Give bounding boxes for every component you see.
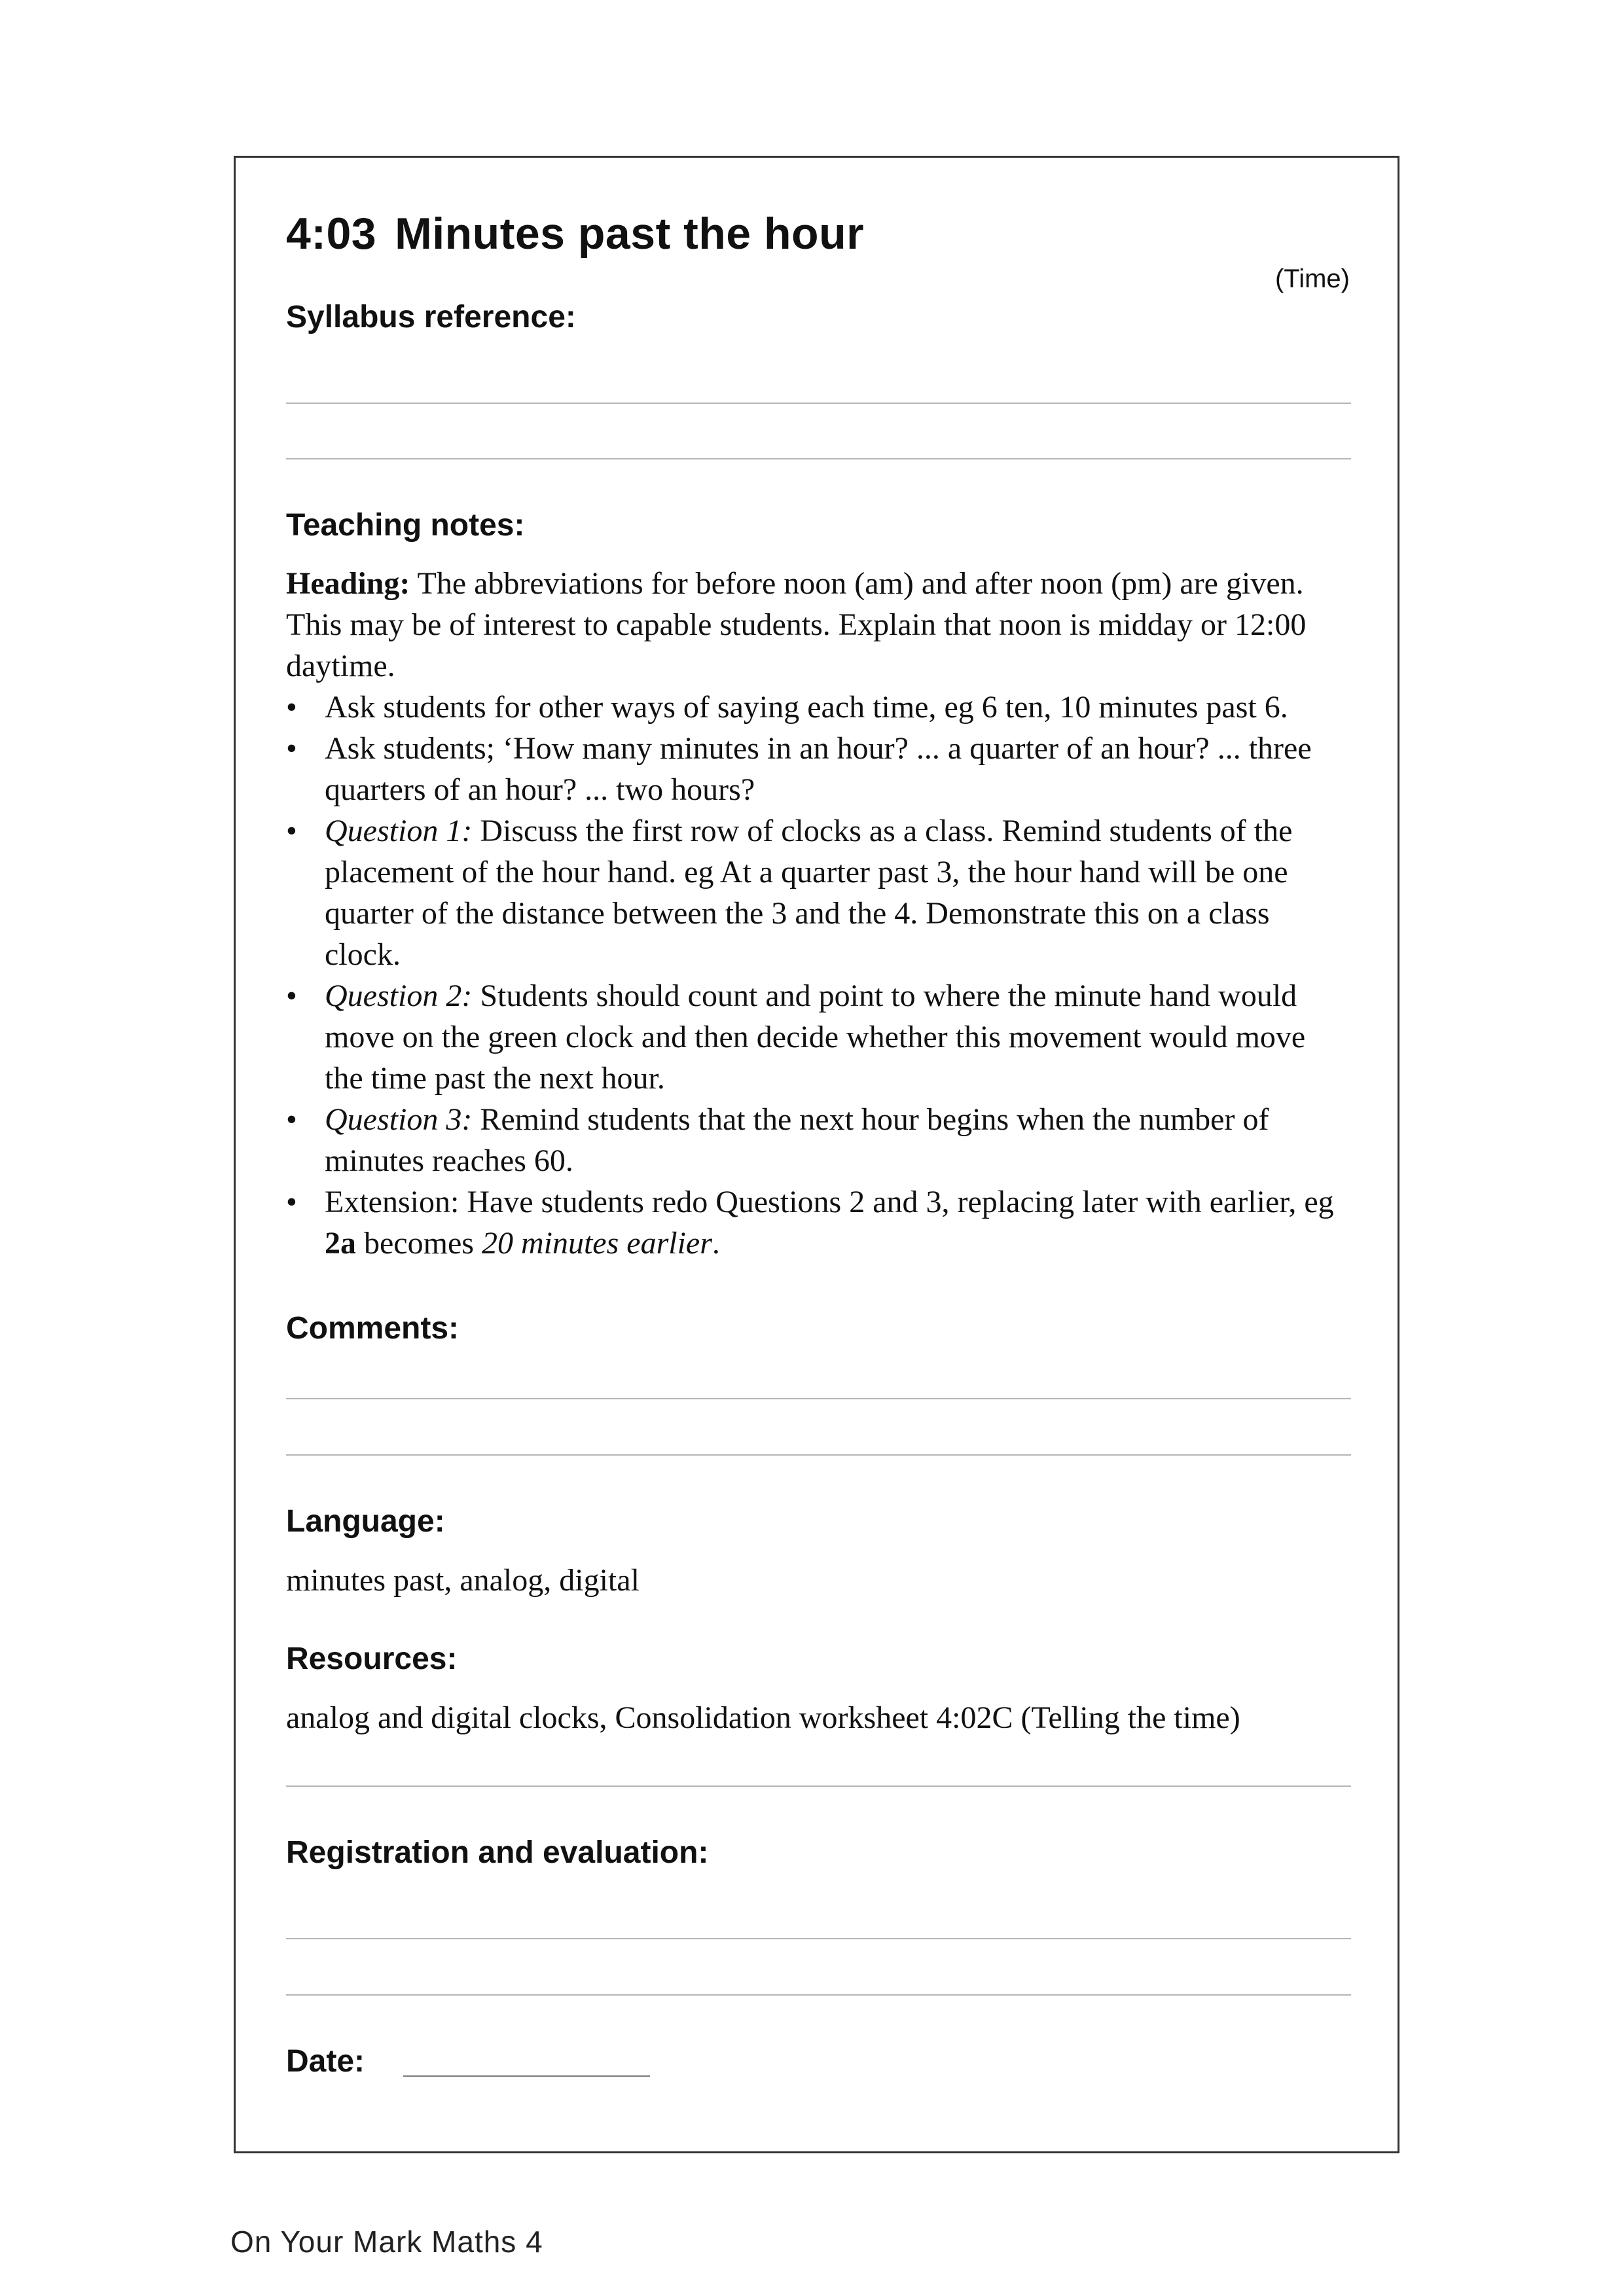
list-item <box>286 687 1351 728</box>
bullet: • <box>286 978 297 1013</box>
bullet: • <box>286 1102 297 1137</box>
lesson-number: 4:03 <box>286 209 377 259</box>
list-item-text: Ask students for other ways of saying each time, eg 6 ten, 10 minutes past 6. <box>325 690 1288 725</box>
list-item-bold: 2a <box>325 1226 356 1261</box>
registration-line-2 <box>286 1994 1351 1996</box>
comments-line-1 <box>286 1398 1351 1399</box>
resources-line <box>286 1785 1351 1787</box>
intro-label: Heading: <box>286 566 410 601</box>
list-item-text: Remind students that the next hour begins when the number of minutes reaches 60. <box>325 1102 1269 1178</box>
comments-line-2 <box>286 1454 1351 1456</box>
intro-paragraph <box>286 563 1351 687</box>
language-text: minutes past, analog, digital <box>286 1563 640 1598</box>
list-item-text: Extension: Have students redo Questions 2 and 3, replacing later with earlier, eg <box>325 1185 1334 1219</box>
date-field-line <box>403 2075 650 2077</box>
strand-label: (Time) <box>1274 264 1350 293</box>
registration-line-1 <box>286 1938 1351 1939</box>
language-heading: Language: <box>286 1504 445 1539</box>
list-item <box>286 810 1351 975</box>
bullet: • <box>286 814 297 848</box>
list-item <box>286 975 1351 1099</box>
list-item <box>286 1099 1351 1181</box>
comments-heading: Comments: <box>286 1311 460 1346</box>
date-label: Date: <box>286 2044 365 2079</box>
bullet: • <box>286 1185 297 1219</box>
list-item-label: Question 1: <box>325 814 473 848</box>
syllabus-line-1 <box>286 403 1351 404</box>
bullet: • <box>286 731 297 766</box>
resources-text: analog and digital clocks, Consolidation worksheet 4:02C (Telling the time) <box>286 1700 1240 1735</box>
syllabus-heading: Syllabus reference: <box>286 300 576 334</box>
registration-heading: Registration and evaluation: <box>286 1835 709 1870</box>
syllabus-line-2 <box>286 458 1351 459</box>
list-item-label: Question 2: <box>325 978 473 1013</box>
intro-text: The abbreviations for before noon (am) and after noon (pm) are given. This may be of interest to capable students. Explain that noon is midday or 12:00 daytime. <box>286 566 1307 683</box>
teaching-notes-body <box>286 563 1351 1264</box>
list-item-text: Ask students; ‘How many minutes in an hour? ... a quarter of an hour? ... three quarters of an hour? ... two hours? <box>325 731 1312 807</box>
resources-heading: Resources: <box>286 1641 458 1676</box>
teaching-notes-list <box>286 687 1351 1264</box>
footer-text: On Your Mark Maths 4 <box>230 2225 543 2259</box>
page-title <box>286 208 864 259</box>
list-item-text: becomes <box>356 1226 482 1261</box>
lesson-title: Minutes past the hour <box>395 209 865 259</box>
list-item-text: . <box>712 1226 720 1261</box>
list-item-italic: 20 minutes earlier <box>481 1226 712 1261</box>
list-item <box>286 728 1351 810</box>
bullet: • <box>286 690 297 725</box>
teaching-notes-heading: Teaching notes: <box>286 508 525 543</box>
list-item-text: Discuss the first row of clocks as a class. Remind students of the placement of the hour hand. eg At a quarter past 3, the hour hand will be one quarter of the distance between the 3 and the 4. Demonstrate this on a class clock. <box>325 814 1293 972</box>
list-item-label: Question 3: <box>325 1102 473 1137</box>
list-item <box>286 1181 1351 1264</box>
list-item-text: Students should count and point to where the minute hand would move on the green clock and then decide whether this movement would move the time past the next hour. <box>325 978 1306 1096</box>
